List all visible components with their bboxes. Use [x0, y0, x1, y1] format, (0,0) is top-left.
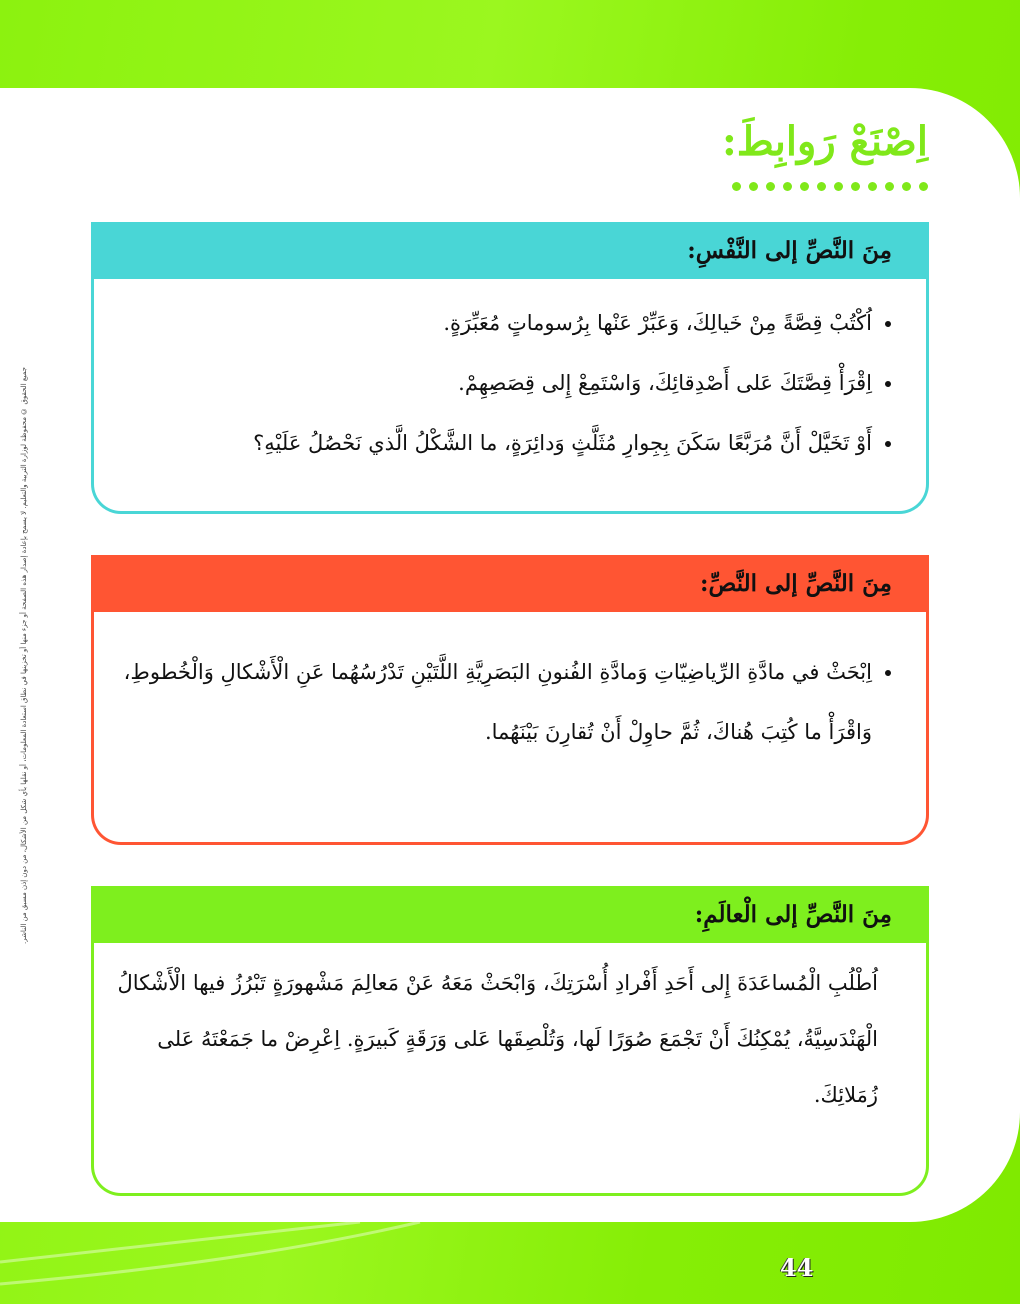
section-heading: مِنَ النَّصِّ إلى الْعالَمِ:: [94, 886, 926, 943]
section-heading: مِنَ النَّصِّ إلى النَّصِّ:: [94, 555, 926, 612]
copyright-notice: جميع الحقوق © محفوظة لوزارة التربية والتعليم. لا يسمح بإعادة إصدار هذه الصفحة أو جزء منها أو تخزينها في نطاق استعادة المعلومات، أو نقلها بأي شكل من الأشكال، من دون إذن مسبق من الناشر.: [20, 366, 28, 944]
section-heading: مِنَ النَّصِّ إلى النَّفْسِ:: [94, 222, 926, 279]
page-title: اِصْنَعْ رَوابِطَ:: [722, 118, 928, 165]
list-item: • اِبْحَثْ في مادَّةِ الرِّياضِيّاتِ وَمادَّةِ الفُنونِ البَصَرِيَّةِ اللَّتَيْنِ تَدْرُسُهُما عَنِ الْأَشْكالِ وَالْخُطوطِ، وَاقْرَأْ ما كُتِبَ هُناكَ، ثُمَّ حاوِلْ أَنْ تُقارِنَ بَيْنَهُما.: [114, 642, 872, 762]
section-text-to-text: [91, 555, 929, 845]
section-text-to-world: [91, 886, 929, 1196]
page-number: 44: [780, 1253, 814, 1282]
section-text-to-self: [91, 222, 929, 514]
list-item: • اِقْرَأْ قِصَّتَكَ عَلى أَصْدِقائِكَ، وَاسْتَمِعْ إِلى قِصَصِهِمْ.: [114, 353, 872, 413]
section-paragraph: اُطْلُبِ الْمُساعَدَةَ إِلى أَحَدِ أَفْرادِ أُسْرَتِكَ، وَابْحَثْ مَعَهُ عَنْ مَعالِمَ مَشْهورَةٍ تَبْرُزُ فيها الْأَشْكالُ الْهَنْدَسِيَّةُ، يُمْكِنُكَ أَنْ تَجْمَعَ صُوَرًا لَها، وَتُلْصِقَها عَلى وَرَقَةٍ كَبيرَةٍ. اِعْرِضْ ما جَمَعْتَهُ عَلى زُمَلائِكَ.: [117, 971, 878, 1107]
title-dots-divider: [732, 182, 928, 191]
list-item: • أَوْ تَخَيَّلْ أَنَّ مُرَبَّعًا سَكَنَ بِجِوارِ مُثَلَّثٍ وَدائِرَةٍ، ما الشَّكْلُ الَّذي نَحْصُلُ عَلَيْهِ؟: [114, 413, 872, 473]
list-item: • اُكْتُبْ قِصَّةً مِنْ خَيالِكَ، وَعَبِّرْ عَنْها بِرُسوماتٍ مُعَبِّرَةٍ.: [114, 293, 872, 353]
